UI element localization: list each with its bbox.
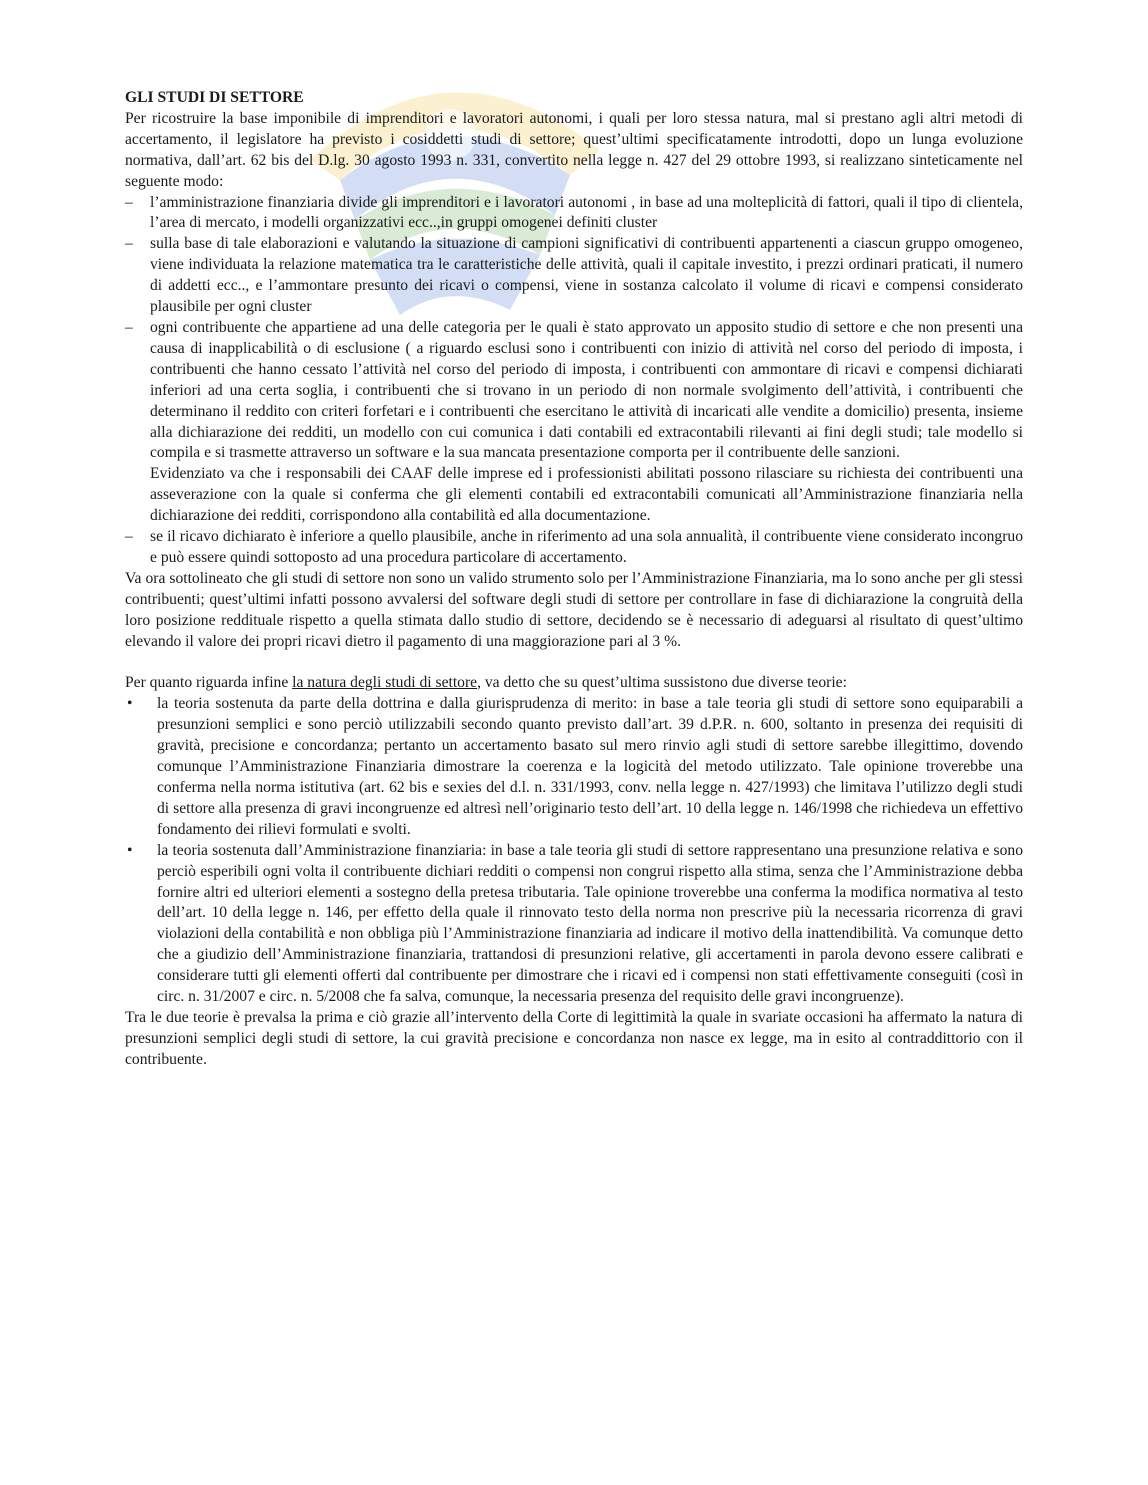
dash-list bbox=[125, 193, 1023, 569]
nature-paragraph bbox=[125, 673, 1023, 694]
dash-list-item bbox=[125, 234, 1023, 318]
dash-list-item bbox=[125, 318, 1023, 527]
bullet-item-text: la teoria sostenuta dall’Amministrazione finanziaria: in base a tale teoria gli studi di settore rappresentano una presunzione relativa e sono perciò esperibili ogni volta il contribuente dichiari redditi o compensi non congrui rispetto alla stima, senza che l’Amministrazione debba fornire altri ed ulteriori elementi a sostegno della pretesa tributaria. Tale opinione troverebbe una conferma la modifica normativa al testo dell’art. 10 della legge n. 146, per effetto della quale il rinnovato testo della norma non prescrive più la necessaria ricorrenza di gravi violazioni della contabilità e non obbliga più l’Amministrazione finanziaria ad indicare il motivo della inattendibilità. Va comunque detto che a giudizio dell’Amministrazione finanziaria, trattandosi di presunzioni relative, gli accertamenti in parola devono essere calibrati e considerare tutti gli elementi offerti dal contribuente per dimostrare che i ricavi ed i compensi non stati effettivamente conseguiti (così in circ. n. 31/2007 e circ. n. 5/2008 che fa salva, comunque, la necessaria presenza del requisito delle gravi incongruenze). bbox=[157, 841, 1023, 1006]
paragraph-contribuenti: Va ora sottolineato che gli studi di settore non sono un valido strumento solo per l’Amministrazione Finanziaria, ma lo sono anche per gli stessi contribuenti; quest’ultimi infatti possono avvalersi del software degli studi di settore per controllare in fase di dichiarazione la congruità della loro posizione reddituale rispetto a quella stimata dallo studio di settore, decidendo se è necessario di adeguarsi al risultato di quest’ultimo elevando il valore dei propri ricavi dietro il pagamento di una maggiorazione pari al 3 %. bbox=[125, 569, 1023, 650]
dash-item-note: Evidenziato va che i responsabili dei CAAF delle imprese ed i professionisti abilitati possono rilasciare su richiesta dei contribuenti una asseverazione con la quale si conferma che gli elementi contabili ed extracontabili comunicati all’Amministrazione finanziaria nella dichiarazione dei redditi, corrispondono alla contabilità ed alla documentazione. bbox=[150, 465, 1023, 525]
intro-paragraph: Per ricostruire la base imponibile di imprenditori e lavoratori autonomi, i quali per loro stessa natura, mal si prestano agli altri metodi di accertamento, il legislatore ha previsto i cosiddetti studi di settore; quest’ultimi specificatamente introdotti, dopo un lunga evoluzione normativa, dall’art. 62 bis del D.lg. 30 agosto 1993 n. 331, convertito nella legge n. 427 del 29 ottobre 1993, si realizzano sinteticamente nel seguente modo: bbox=[125, 109, 1023, 190]
document-title: GLI STUDI DI SETTORE bbox=[125, 89, 304, 106]
dash-list-item bbox=[125, 193, 1023, 235]
bullet-list-item bbox=[125, 841, 1023, 1008]
bullet-list-item bbox=[125, 694, 1023, 840]
bullet-list bbox=[125, 694, 1023, 1008]
bullet-item-text: la teoria sostenuta da parte della dottrina e dalla giurisprudenza di merito: in base a tale teoria gli studi di settore sono equiparabili a presunzioni semplici e sono perciò utilizzabili secondo quanto previsto dall’art. 39 d.P.R. n. 600, soltanto in presenza dei requisiti di gravità, precisione e concordanza; pertanto un accertamento basato sul mero rinvio agli studi di settore sarebbe illegittimo, dovendo comunque l’Amministrazione Finanziaria dimostrare la coerenza e la logicità del metodo utilizzato. Tale opinione troverebbe una conferma nella norma istitutiva (art. 62 bis e sexies del d.l. n. 331/1993, conv. nella legge n. 427/1993) che limitava l’utilizzo degli studi di settore alla presenza di gravi incongruenze ed altresì nell’originario testo dell’art. 10 della legge n. 146/1998 che richiedeva un effettivo fondamento dei rilievi formulati e svolti. bbox=[157, 695, 1023, 838]
dash-item-text: se il ricavo dichiarato è inferiore a quello plausibile, anche in riferimento ad una sola annualità, il contribuente viene considerato incongruo e può essere quindi sottoposto ad una procedura particolare di accertamento. bbox=[150, 528, 1023, 566]
dash-item-text: – ogni contribuente che appartiene ad una delle categoria per le quali è stato approvato un apposito studio di settore e che non presenti una causa di inapplicabilità o di esclusione ( a riguardo esclusi sono i contribuenti con inizio di attività nel corso del periodo di imposta, i contribuenti che hanno cessato l’attività nel corso del periodo di imposta, i contribuenti con ammontare di ricavi e compensi dichiarati inferiori ad una certa soglia, i contribuenti che si trovano in un periodo di non normale svolgimento dell’attività, i contribuenti che determinano il reddito con criteri forfetari e i contribuenti che esercitano le attività di incaricati alle vendite a domicilio) presenta, insieme alla dichiarazione dei redditi, un modello con cui comunica i dati contabili ed extracontabili rilevanti ai fini degli studi; tale modello si compila e si trasmette attraverso un software e la sua mancata presentazione comporta per il contribuente delle sanzioni. bbox=[150, 318, 1023, 462]
dash-item-text: sulla base di tale elaborazioni e valutando la situazione di campioni significativi di contribuenti appartenenti a ciascun gruppo omogeneo, viene individuata la relazione matematica tra le caratteristiche delle attività, quali il capitale investito, i prezzi ordinari praticati, il numero di addetti ecc.., e l’ammontare presunto dei ricavi o compensi, viene in sostanza calcolato il volume di ricavi e compensi considerato plausibile per ogni cluster bbox=[150, 235, 1023, 316]
dash-item-text: l’amministrazione finanziaria divide gli imprenditori e i lavoratori autonomi , in base ad una molteplicità di fattori, quali il tipo di clientela, l’area di mercato, i modelli organizzativi ecc..,in gruppi omogenei definiti cluster bbox=[150, 193, 1023, 232]
dash-list-item bbox=[125, 527, 1023, 569]
document-body bbox=[125, 88, 1023, 1071]
nature-text-after: , va detto che su quest’ultima sussistono due diverse teorie: bbox=[477, 674, 847, 692]
nature-underlined-text: la natura degli studi di settore bbox=[292, 674, 478, 692]
nature-text-before: Per quanto riguarda infine bbox=[125, 674, 293, 692]
paragraph-gap bbox=[125, 652, 1023, 673]
conclusion-paragraph: Tra le due teorie è prevalsa la prima e ciò grazie all’intervento della Corte di legittimità la quale in svariate occasioni ha affermato la natura di presunzioni semplici degli studi di settore, la cui gravità precisione e concordanza non nasce ex legge, ma in esito al contraddittorio con il contribuente. bbox=[125, 1008, 1023, 1068]
